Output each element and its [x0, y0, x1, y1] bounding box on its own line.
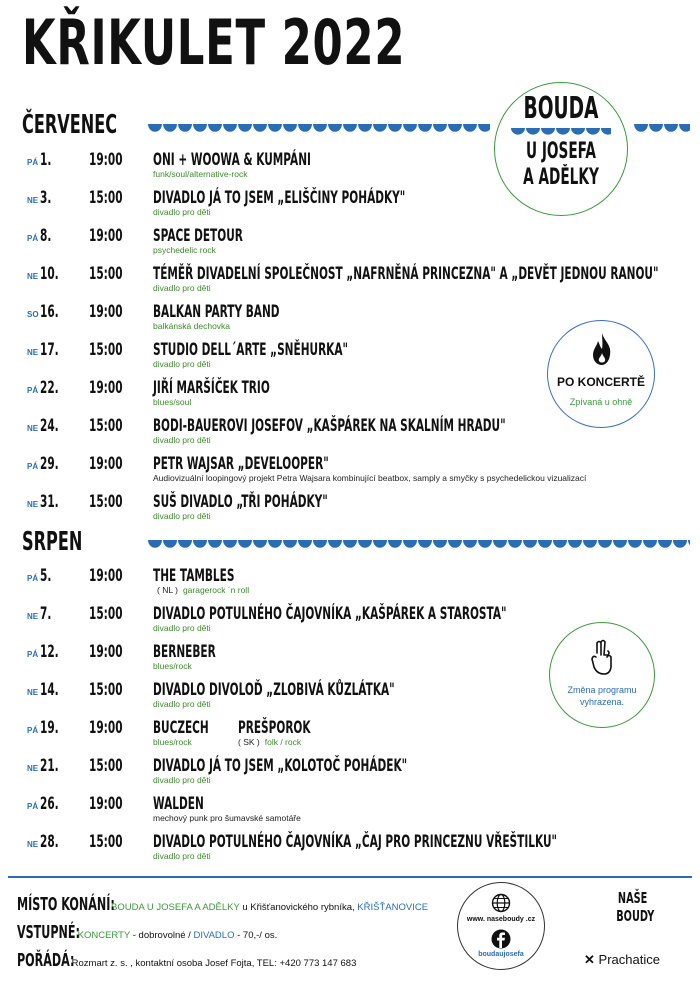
venue-badge-scallop	[511, 127, 611, 139]
event-date: 29.	[40, 454, 59, 474]
venue-place: KŘIŠŤANOVICE	[357, 902, 429, 913]
event-time: 15:00	[89, 756, 123, 776]
venue-mid: u Křišťanovického rybníka,	[242, 902, 355, 913]
event-genre-text: funk/soul/alternative-rock	[153, 169, 248, 179]
event-day: SO	[27, 310, 39, 319]
event-genre-text: balkánská dechovka	[153, 321, 231, 331]
event-name: SUŠ DIVADLO „TŘI POHÁDKY"	[153, 492, 328, 512]
event-genre	[153, 473, 586, 483]
event-genre-text: mechový punk pro šumavské samotáře	[153, 813, 301, 823]
scallop-divider	[634, 124, 690, 138]
event-day: PÁ	[27, 802, 39, 811]
event-row	[0, 832, 660, 868]
event-genre	[153, 813, 301, 823]
event-time: 19:00	[89, 150, 123, 170]
entry-mid: - dobrovolné /	[132, 930, 191, 941]
event-time: 15:00	[89, 680, 123, 700]
nase-boudy-logo: NAŠE BOUDY	[616, 889, 655, 925]
event-date: 28.	[40, 832, 59, 852]
event-name: DIVADLO DIVOLOĎ „ZLOBIVÁ KŮZLÁTKA"	[153, 680, 395, 700]
event-genre-text: divadlo pro děti	[153, 435, 211, 445]
event-row	[0, 302, 660, 338]
event-name-second: PREŠPOROK	[238, 718, 311, 738]
organizer-text: Rozmart z. s. , kontaktní osoba Josef Fojta, TEL: +420 773 147 683	[71, 958, 357, 969]
event-name: DIVADLO POTULNÉHO ČAJOVNÍKA „ČAJ PRO PRINCEZNU VŘEŠTILKU"	[153, 832, 558, 852]
event-date: 12.	[40, 642, 59, 662]
event-day: PÁ	[27, 386, 39, 395]
event-time: 15:00	[89, 604, 123, 624]
event-time: 19:00	[89, 642, 123, 662]
event-genre	[153, 169, 248, 179]
event-day: NE	[27, 688, 39, 697]
event-genre-text: divadlo pro děti	[153, 207, 211, 217]
event-day: NE	[27, 348, 39, 357]
event-time: 19:00	[89, 566, 123, 586]
change-notice-line1: Změna programu	[567, 685, 637, 695]
event-date: 5.	[40, 566, 52, 586]
event-row	[0, 756, 660, 792]
event-time: 19:00	[89, 226, 123, 246]
event-date: 24.	[40, 416, 59, 436]
after-concert-badge	[547, 320, 655, 428]
event-row	[0, 604, 660, 640]
event-day: PÁ	[27, 234, 39, 243]
event-genre	[153, 851, 211, 861]
event-genre-text: divadlo pro děti	[153, 699, 211, 709]
web-link[interactable]: www. naseboudy .cz	[466, 916, 536, 923]
prachatice-mark-icon: ✕	[584, 952, 595, 967]
event-name: BUCZECH	[153, 718, 209, 738]
event-date: 31.	[40, 492, 59, 512]
event-name: TÉMĚŘ DIVADELNÍ SPOLEČNOST „NAFRNĚNÁ PRINCEZNA" A „DEVĚT JEDNOU RANOU"	[153, 264, 659, 284]
event-genre-text: divadlo pro děti	[153, 851, 211, 861]
event-time: 19:00	[89, 794, 123, 814]
event-day: PÁ	[27, 726, 39, 735]
event-time: 19:00	[89, 378, 123, 398]
after-concert-sub: Zpívaná u ohně	[569, 397, 633, 407]
event-day: PÁ	[27, 462, 39, 471]
event-name: BERNEBER	[153, 642, 216, 662]
event-date: 16.	[40, 302, 59, 322]
event-origin: ( SK )	[238, 737, 260, 747]
after-concert-title: PO KONCERTĚ	[556, 375, 645, 389]
event-name: ONI + WOOWA & KUMPÁNI	[153, 150, 311, 170]
event-genre	[153, 737, 192, 747]
month-heading-july: ČERVENEC	[22, 110, 118, 140]
event-genre	[153, 435, 211, 445]
event-time: 15:00	[89, 188, 123, 208]
scallop-divider	[148, 540, 690, 554]
event-row	[0, 416, 660, 452]
event-genre-text: divadlo pro děti	[153, 623, 211, 633]
event-genre	[153, 623, 211, 633]
fire-icon	[590, 331, 614, 367]
event-genre	[153, 511, 211, 521]
event-genre	[153, 359, 211, 369]
change-notice-badge	[549, 622, 655, 728]
scallop-divider	[148, 124, 490, 138]
globe-icon	[491, 893, 511, 913]
event-name: DIVADLO JÁ TO JSEM „KOLOTOČ POHÁDEK"	[153, 756, 408, 776]
event-time: 19:00	[89, 454, 123, 474]
event-genre	[153, 699, 211, 709]
event-name: WALDEN	[153, 794, 204, 814]
event-genre	[153, 775, 211, 785]
event-date: 17.	[40, 340, 59, 360]
event-genre-second	[238, 737, 301, 747]
event-genre-text: blues/rock	[153, 661, 192, 671]
event-genre-text: psychedelic rock	[153, 245, 216, 255]
event-date: 22.	[40, 378, 59, 398]
event-day: NE	[27, 196, 39, 205]
venue-badge	[494, 82, 628, 216]
event-date: 7.	[40, 604, 52, 624]
event-time: 15:00	[89, 340, 123, 360]
event-date: 1.	[40, 150, 52, 170]
event-name: JIŘÍ MARŠÍČEK TRIO	[153, 378, 270, 398]
venue-badge-line1: BOUDA	[523, 91, 599, 126]
facebook-handle[interactable]: boudaujosefa	[478, 951, 524, 958]
event-date: 21.	[40, 756, 59, 776]
event-genre	[153, 207, 211, 217]
event-row	[0, 264, 660, 300]
event-date: 3.	[40, 188, 52, 208]
event-genre-text: Audiovizuální loopingový projekt Petra Wajsara kombinující beatbox, samply a smyčky s psychedelickou vizualizací	[153, 473, 587, 483]
event-origin: ( NL )	[157, 585, 178, 595]
event-name: PETR WAJSAR „DEVELOOPER"	[153, 454, 329, 474]
venue-badge-line3: A ADĚLKY	[523, 165, 599, 190]
event-row	[0, 794, 660, 830]
event-time: 15:00	[89, 264, 123, 284]
footer-divider	[8, 876, 692, 878]
venue-name: BOUDA U JOSEFA A ADĚLKY	[111, 902, 240, 913]
entry-concerts: KONCERTY	[77, 930, 131, 941]
event-row	[0, 454, 660, 490]
event-genre-text: blues/soul	[153, 397, 192, 407]
event-time: 15:00	[89, 832, 123, 852]
change-notice-line2: vyhrazena.	[579, 697, 625, 707]
event-genre	[153, 283, 211, 293]
prachatice-logo: ✕ Prachatice	[584, 952, 660, 967]
event-genre	[153, 397, 191, 407]
event-day: PÁ	[27, 650, 39, 659]
month-heading-august: SRPEN	[22, 527, 83, 557]
event-name: BALKAN PARTY BAND	[153, 302, 280, 322]
event-day: NE	[27, 840, 39, 849]
event-time: 19:00	[89, 718, 123, 738]
event-name: BODI-BAUEROVI JOSEFOV „KAŠPÁREK NA SKALNÍM HRADU"	[153, 416, 506, 436]
event-day: PÁ	[27, 158, 39, 167]
event-genre-text: divadlo pro děti	[153, 775, 211, 785]
event-date: 10.	[40, 264, 59, 284]
social-badge	[457, 882, 545, 970]
event-day: NE	[27, 424, 39, 433]
entry-theatre: DIVADLO	[193, 930, 235, 941]
event-genre	[153, 245, 216, 255]
event-date: 19.	[40, 718, 59, 738]
event-name: DIVADLO JÁ TO JSEM „ELIŠČINY POHÁDKY"	[153, 188, 406, 208]
event-row	[0, 718, 660, 754]
event-name: DIVADLO POTULNÉHO ČAJOVNÍKA „KAŠPÁREK A STAROSTA"	[153, 604, 507, 624]
organizer-label: POŘÁDÁ:	[17, 950, 75, 971]
event-genre-text: divadlo pro děti	[153, 283, 211, 293]
event-name: SPACE DETOUR	[153, 226, 243, 246]
event-date: 8.	[40, 226, 52, 246]
event-genre-text: divadlo pro děti	[153, 359, 211, 369]
event-genre-text: divadlo pro děti	[153, 511, 211, 521]
event-genre	[153, 585, 249, 595]
event-row	[0, 226, 660, 262]
event-genre	[153, 321, 230, 331]
venue-badge-line2: U JOSEFA	[526, 139, 596, 164]
footer-organizer	[17, 950, 356, 971]
event-name: THE TAMBLES	[153, 566, 235, 586]
event-day: NE	[27, 764, 39, 773]
event-date: 14.	[40, 680, 59, 700]
event-genre-text: garagerock ´n roll	[182, 585, 250, 595]
event-time: 15:00	[89, 492, 123, 512]
event-genre-text: blues/rock	[153, 737, 192, 747]
venue-label: MÍSTO KONÁNÍ:	[17, 894, 115, 915]
event-time: 15:00	[89, 416, 123, 436]
footer-venue	[17, 894, 428, 915]
event-day: NE	[27, 612, 39, 621]
poster-title: KŘIKULET 2022	[22, 6, 406, 79]
facebook-icon[interactable]	[491, 929, 511, 949]
event-day: NE	[27, 500, 39, 509]
event-date: 26.	[40, 794, 59, 814]
footer-entry	[17, 922, 277, 943]
event-time: 19:00	[89, 302, 123, 322]
event-day: NE	[27, 272, 39, 281]
entry-price: - 70,-/ os.	[237, 930, 278, 941]
event-genre	[153, 661, 192, 671]
event-genre-text: folk / rock	[264, 737, 302, 747]
event-day: PÁ	[27, 574, 39, 583]
event-row	[0, 566, 660, 602]
event-name: STUDIO DELL´ARTE „SNĚHURKA"	[153, 340, 349, 360]
event-row	[0, 492, 660, 528]
crossed-fingers-icon	[588, 639, 616, 677]
entry-label: VSTUPNÉ:	[17, 922, 80, 943]
